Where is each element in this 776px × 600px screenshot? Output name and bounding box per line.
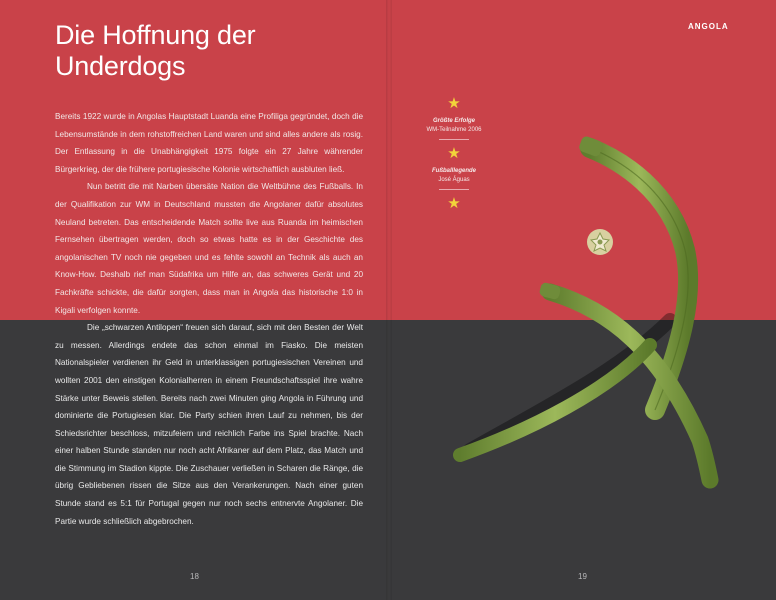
paragraph-1: Bereits 1922 wurde in Angolas Hauptstadt Luanda eine Profiliga gegründet, doch die Lebensumstände in dem rohstoffreichen Land waren und sind alles andere als rosig. Der Entlassung in die Unabhängigkeit 1975 folgte ein 27 Jahre währender Bürgerkrieg, der die frühere portugiesische Kolonie wirtschaftlich ausbluten ließ. — [55, 112, 363, 174]
star-icon: ★ — [447, 95, 461, 112]
article-body — [55, 108, 363, 530]
fact-value: WM-Teilnahme 2006 — [426, 127, 482, 133]
title-line-2: Underdogs — [55, 51, 186, 81]
article-title — [55, 20, 355, 82]
star-icon: ★ — [447, 195, 461, 212]
page-gutter — [386, 0, 392, 600]
paragraph-2: Nun betritt die mit Narben übersäte Nation die Weltbühne des Fußballs. In der Qualifikation zur WM in Deutschland mussten die Angolaner dafür absolutes Neuland betreten. Das entscheidende Match sollte live aus Ruanda im heimischen Fernsehen übertragen werden, doch so etwas hatte es in der Geschichte des angolanischen TV noch nie gegeben und es fehlte sowohl an Technik als auch an Know-How. Deshalb rief man Südafrika um Hilfe an, das schweres Gerät und 20 Fachkräfte schickte, die dafür sorgten, dass man in Angola das historische 1:0 in Kigali verfolgen konnte. — [55, 182, 363, 315]
okra-stem — [539, 282, 562, 301]
title-line-1: Die Hoffnung der — [55, 20, 256, 50]
star-icon: ★ — [447, 145, 461, 162]
running-head: ANGOLA — [688, 22, 729, 31]
okra-photo — [440, 120, 776, 500]
page-number-right: 19 — [578, 572, 587, 581]
okra-slice — [587, 229, 613, 255]
fact-label: Größte Erfolge — [432, 118, 475, 124]
fact-label: Fußballlegende — [431, 168, 476, 174]
paragraph-3: Die „schwarzen Antilopen“ freuen sich darauf, sich mit den Besten der Welt zu messen. Allerdings endete das schon einmal im Fiasko. Die meisten Nationalspieler verdienen ihr Geld in unterklassigen portugiesischen Vereinen und wollten 2001 den einstigen Kolonialherren in einem Freundschaftsspiel ihre wahre Stärke unter Beweis stellen. Bereits nach zwei Minuten ging Angola in Führung und dominierte die Portugiesen klar. Die Party schien ihren Lauf zu nehmen, bis der Schiedsrichter beschloss, mitzufeiern und reichlich Farbe ins Spiel brachte. Nach einer halben Stunde standen nur noch acht Afrikaner auf dem Platz, das Match und die Stimmung im Stadion kippte. Die Zuschauer verließen in Scharen die Ränge, die übrig Gebliebenen rissen die Sitze aus den Verankerungen. Nach einer guten Stunde stand es 5:1 für Portugal gegen nur noch sechs entnervte Angolaner. Die Partie wurde schließlich abgebrochen. — [55, 323, 363, 526]
fact-value: José Águas — [438, 177, 470, 183]
page-number-left: 18 — [190, 572, 199, 581]
